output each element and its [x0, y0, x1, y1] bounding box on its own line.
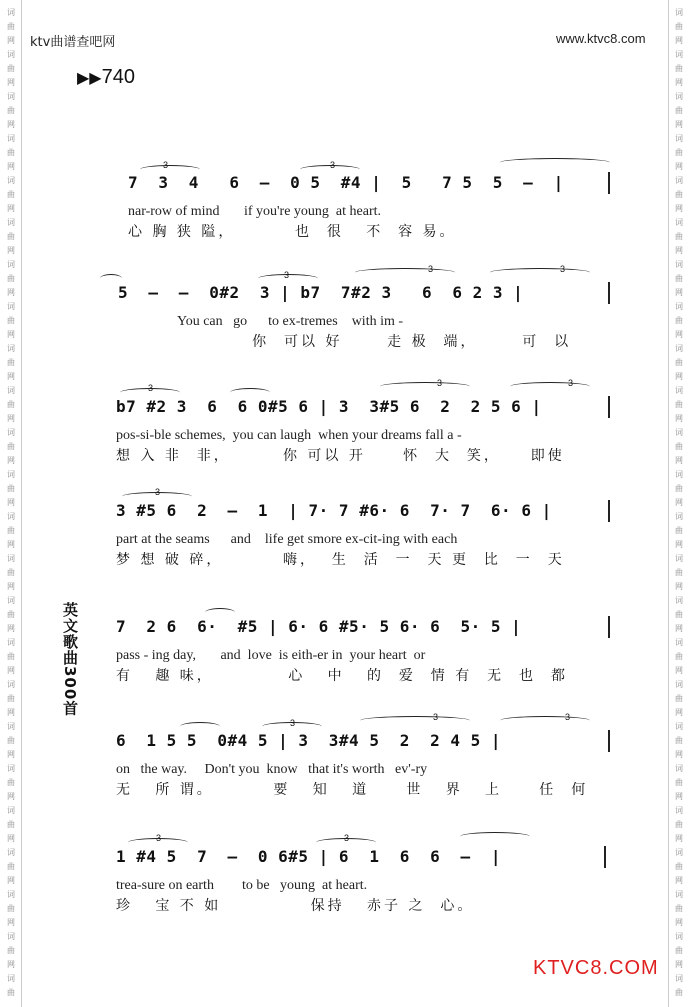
watermark-char: 网 — [675, 918, 683, 927]
lyric-english: nar-row of mind if you're young at heart. — [128, 204, 382, 219]
watermark-char: 曲 — [7, 694, 15, 703]
barline — [608, 730, 610, 752]
watermark-char: 网 — [675, 792, 683, 801]
watermark-char: 网 — [675, 456, 683, 465]
watermark-char: 网 — [675, 750, 683, 759]
watermark-char: 网 — [7, 498, 15, 507]
watermark-char: 网 — [675, 582, 683, 591]
watermark-char: 词 — [7, 302, 15, 311]
watermark-char: 网 — [7, 540, 15, 549]
lyric-chinese: 想 入 非 非， 你 可以 开 怀 大 笑， 即使 — [116, 448, 565, 464]
watermark-char: 词 — [675, 470, 683, 479]
watermark-char: 词 — [7, 218, 15, 227]
watermark-char: 词 — [675, 302, 683, 311]
watermark-char: 曲 — [675, 316, 683, 325]
watermark-char: 曲 — [7, 400, 15, 409]
watermark-char: 词 — [7, 974, 15, 983]
watermark-char: 曲 — [7, 442, 15, 451]
watermark-char: 词 — [7, 596, 15, 605]
right-margin-line — [668, 0, 669, 1007]
tie — [100, 274, 122, 283]
watermark-char: 网 — [675, 204, 683, 213]
notation-line: b7 #2 3 6 6 0#5 6 | 3 3#5 6 2 2 5 6 | — [116, 397, 542, 416]
watermark-char: 曲 — [7, 190, 15, 199]
watermark-char: 曲 — [675, 148, 683, 157]
lyric-english: pass - ing day, and love is eith-er in your heart or — [116, 648, 426, 663]
watermark-char: 词 — [675, 596, 683, 605]
watermark-char: 网 — [7, 708, 15, 717]
book-side-title: 英文歌曲300首 — [61, 602, 79, 717]
watermark-char: 曲 — [675, 484, 683, 493]
score-system — [118, 270, 618, 350]
watermark-char: 词 — [675, 974, 683, 983]
left-margin-line — [21, 0, 22, 1007]
watermark-char: 曲 — [7, 358, 15, 367]
watermark-char: 网 — [675, 246, 683, 255]
triplet-marker: 3 — [568, 378, 574, 388]
watermark-char: 曲 — [7, 148, 15, 157]
lyric-english: You can go to ex-tremes with im - — [118, 314, 404, 329]
watermark-char: 网 — [675, 120, 683, 129]
score-system — [116, 604, 616, 684]
watermark-char: 曲 — [7, 64, 15, 73]
watermark-char: 词 — [675, 890, 683, 899]
watermark-char: 曲 — [675, 22, 683, 31]
watermark-char: 网 — [7, 792, 15, 801]
watermark-char: 曲 — [7, 862, 15, 871]
watermark-char: 网 — [7, 78, 15, 87]
watermark-char: 词 — [7, 806, 15, 815]
slur — [490, 268, 590, 277]
tie — [500, 158, 610, 167]
triplet-marker: 3 — [163, 160, 169, 170]
page-number: ▶▶740 — [77, 66, 135, 88]
watermark-char: 曲 — [675, 778, 683, 787]
watermark-char: 网 — [7, 204, 15, 213]
watermark-char: 词 — [7, 8, 15, 17]
watermark-char: 曲 — [675, 232, 683, 241]
tie — [205, 608, 235, 617]
page-arrow-icon: ▶▶ — [77, 70, 102, 87]
slur — [500, 716, 590, 725]
slur — [140, 165, 200, 174]
watermark-char: 曲 — [675, 610, 683, 619]
watermark-char: 曲 — [675, 652, 683, 661]
watermark-char: 网 — [7, 624, 15, 633]
triplet-marker: 3 — [560, 264, 566, 274]
slur — [360, 716, 470, 725]
barline — [604, 846, 606, 868]
footer-logo: KTVC8.COM — [533, 957, 659, 979]
watermark-char: 网 — [675, 960, 683, 969]
watermark-char: 网 — [675, 624, 683, 633]
watermark-char: 曲 — [675, 526, 683, 535]
slur — [460, 832, 530, 841]
triplet-marker: 3 — [155, 487, 161, 497]
watermark-char: 网 — [7, 414, 15, 423]
lyric-english: trea-sure on earth to be young at heart. — [116, 878, 368, 893]
watermark-char: 网 — [675, 162, 683, 171]
watermark-char: 词 — [675, 680, 683, 689]
watermark-char: 曲 — [7, 22, 15, 31]
watermark-char: 曲 — [675, 274, 683, 283]
watermark-char: 词 — [675, 722, 683, 731]
watermark-char: 词 — [7, 890, 15, 899]
watermark-char: 词 — [675, 554, 683, 563]
watermark-char: 曲 — [675, 988, 683, 997]
watermark-char: 曲 — [7, 568, 15, 577]
watermark-char: 词 — [675, 806, 683, 815]
watermark-char: 曲 — [675, 820, 683, 829]
watermark-char: 词 — [7, 134, 15, 143]
notation-line: 1 #4 5 7 — 0 6#5 | 6 1 6 6 — | — [116, 847, 502, 866]
slur — [180, 722, 220, 731]
watermark-char: 网 — [7, 918, 15, 927]
watermark-char: 网 — [675, 876, 683, 885]
watermark-char: 曲 — [675, 190, 683, 199]
watermark-char: 曲 — [7, 736, 15, 745]
watermark-char: 词 — [7, 176, 15, 185]
triplet-marker: 3 — [344, 833, 350, 843]
watermark-char: 词 — [7, 344, 15, 353]
watermark-char: 词 — [675, 50, 683, 59]
watermark-char: 曲 — [7, 316, 15, 325]
watermark-char: 词 — [675, 932, 683, 941]
barline — [608, 500, 610, 522]
watermark-char: 网 — [675, 708, 683, 717]
watermark-char: 词 — [675, 638, 683, 647]
watermark-char: 曲 — [675, 106, 683, 115]
watermark-char: 曲 — [7, 778, 15, 787]
watermark-char: 曲 — [7, 526, 15, 535]
watermark-char: 网 — [675, 372, 683, 381]
watermark-char: 曲 — [675, 64, 683, 73]
watermark-char: 曲 — [7, 652, 15, 661]
watermark-char: 曲 — [7, 820, 15, 829]
notation-line: 5 — — 0#2 3 | b7 7#2 3 6 6 2 3 | — [118, 283, 524, 302]
watermark-char: 曲 — [7, 274, 15, 283]
watermark-char: 曲 — [675, 736, 683, 745]
watermark-char: 词 — [7, 260, 15, 269]
watermark-char: 曲 — [7, 988, 15, 997]
watermark-char: 网 — [675, 540, 683, 549]
header-site-left: ktv曲谱查吧网 — [30, 35, 116, 50]
watermark-char: 曲 — [675, 862, 683, 871]
watermark-char: 词 — [675, 92, 683, 101]
watermark-char: 网 — [675, 414, 683, 423]
watermark-char: 词 — [675, 176, 683, 185]
lyric-chinese: 珍 宝 不 如 保持 赤子 之 心。 — [116, 898, 475, 914]
lyric-english: pos-si-ble schemes, you can laugh when your dreams fall a - — [116, 428, 462, 443]
lyric-english: part at the seams and life get smore ex-cit-ing with each — [116, 532, 458, 547]
right-margin-watermark — [668, 0, 690, 1007]
watermark-char: 词 — [7, 638, 15, 647]
watermark-char: 网 — [675, 288, 683, 297]
lyric-english: on the way. Don't you know that it's worth ev'-ry — [116, 762, 428, 777]
left-margin-watermark — [0, 0, 22, 1007]
notation-line: 6 1 5 5 0#4 5 | 3 3#4 5 2 2 4 5 | — [116, 731, 502, 750]
watermark-char: 网 — [7, 162, 15, 171]
watermark-char: 网 — [7, 750, 15, 759]
lyric-chinese: 无 所 谓。 要 知 道 世 界 上 任 何 — [116, 782, 589, 798]
watermark-char: 网 — [7, 36, 15, 45]
watermark-char: 词 — [675, 8, 683, 17]
watermark-char: 网 — [675, 36, 683, 45]
watermark-char: 词 — [675, 134, 683, 143]
barline — [608, 172, 610, 194]
watermark-char: 词 — [675, 428, 683, 437]
watermark-char: 词 — [7, 680, 15, 689]
watermark-char: 曲 — [675, 946, 683, 955]
triplet-marker: 3 — [437, 378, 443, 388]
watermark-char: 曲 — [7, 610, 15, 619]
watermark-char: 词 — [675, 386, 683, 395]
score-system — [116, 384, 616, 464]
watermark-char: 词 — [7, 764, 15, 773]
watermark-char: 词 — [675, 764, 683, 773]
watermark-char: 网 — [675, 834, 683, 843]
notation-line: 7 2 6 6· #5 | 6· 6 #5· 5 6· 6 5· 5 | — [116, 617, 522, 636]
watermark-char: 曲 — [675, 358, 683, 367]
watermark-char: 词 — [675, 218, 683, 227]
triplet-marker: 3 — [433, 712, 439, 722]
lyric-chinese: 有 趣 味， 心 中 的 爱 情 有 无 也 都 — [116, 668, 568, 684]
lyric-chinese: 你 可以 好 走 极 端， 可 以 — [118, 334, 572, 350]
triplet-marker: 3 — [148, 383, 154, 393]
watermark-char: 词 — [675, 848, 683, 857]
watermark-char: 词 — [7, 92, 15, 101]
watermark-char: 词 — [7, 554, 15, 563]
watermark-char: 曲 — [7, 106, 15, 115]
watermark-char: 曲 — [675, 568, 683, 577]
triplet-marker: 3 — [428, 264, 434, 274]
watermark-char: 网 — [7, 834, 15, 843]
watermark-char: 曲 — [675, 442, 683, 451]
barline — [608, 616, 610, 638]
barline — [608, 282, 610, 304]
watermark-char: 词 — [675, 344, 683, 353]
watermark-char: 网 — [7, 120, 15, 129]
tie — [230, 388, 270, 397]
lyric-chinese: 梦 想 破 碎， 嗨， 生 活 一 天 更 比 一 天 — [116, 552, 565, 568]
watermark-char: 词 — [7, 512, 15, 521]
watermark-char: 词 — [7, 848, 15, 857]
watermark-char: 词 — [7, 50, 15, 59]
watermark-char: 曲 — [675, 904, 683, 913]
watermark-char: 词 — [7, 932, 15, 941]
watermark-char: 词 — [7, 722, 15, 731]
watermark-char: 网 — [7, 330, 15, 339]
notation-line: 7 3 4 6 — 0 5 #4 | 5 7 5 5 — | — [128, 173, 564, 192]
watermark-char: 网 — [7, 246, 15, 255]
watermark-char: 网 — [675, 666, 683, 675]
triplet-marker: 3 — [290, 718, 296, 728]
watermark-char: 网 — [675, 330, 683, 339]
watermark-char: 曲 — [675, 400, 683, 409]
watermark-char: 网 — [7, 288, 15, 297]
watermark-char: 网 — [7, 876, 15, 885]
watermark-char: 网 — [7, 372, 15, 381]
watermark-char: 曲 — [7, 904, 15, 913]
watermark-char: 网 — [7, 666, 15, 675]
watermark-char: 曲 — [7, 484, 15, 493]
score-system — [128, 160, 618, 240]
watermark-char: 词 — [675, 512, 683, 521]
slur — [380, 382, 470, 391]
watermark-char: 词 — [7, 428, 15, 437]
watermark-char: 词 — [7, 470, 15, 479]
notation-line: 3 #5 6 2 — 1 | 7· 7 #6· 6 7· 7 6· 6 | — [116, 501, 552, 520]
watermark-char: 曲 — [7, 946, 15, 955]
header-site-right: www.ktvc8.com — [556, 31, 646, 46]
barline — [608, 396, 610, 418]
watermark-char: 网 — [675, 498, 683, 507]
slur — [510, 382, 590, 391]
watermark-char: 词 — [7, 386, 15, 395]
triplet-marker: 3 — [565, 712, 571, 722]
slur — [355, 268, 455, 277]
watermark-char: 曲 — [675, 694, 683, 703]
watermark-char: 词 — [675, 260, 683, 269]
watermark-char: 网 — [7, 960, 15, 969]
watermark-char: 网 — [7, 582, 15, 591]
triplet-marker: 3 — [156, 833, 162, 843]
triplet-marker: 3 — [330, 160, 336, 170]
watermark-char: 网 — [7, 456, 15, 465]
triplet-marker: 3 — [284, 270, 290, 280]
watermark-char: 曲 — [7, 232, 15, 241]
watermark-char: 网 — [675, 78, 683, 87]
lyric-chinese: 心 胸 狭 隘， 也 很 不 容 易。 — [128, 224, 457, 240]
